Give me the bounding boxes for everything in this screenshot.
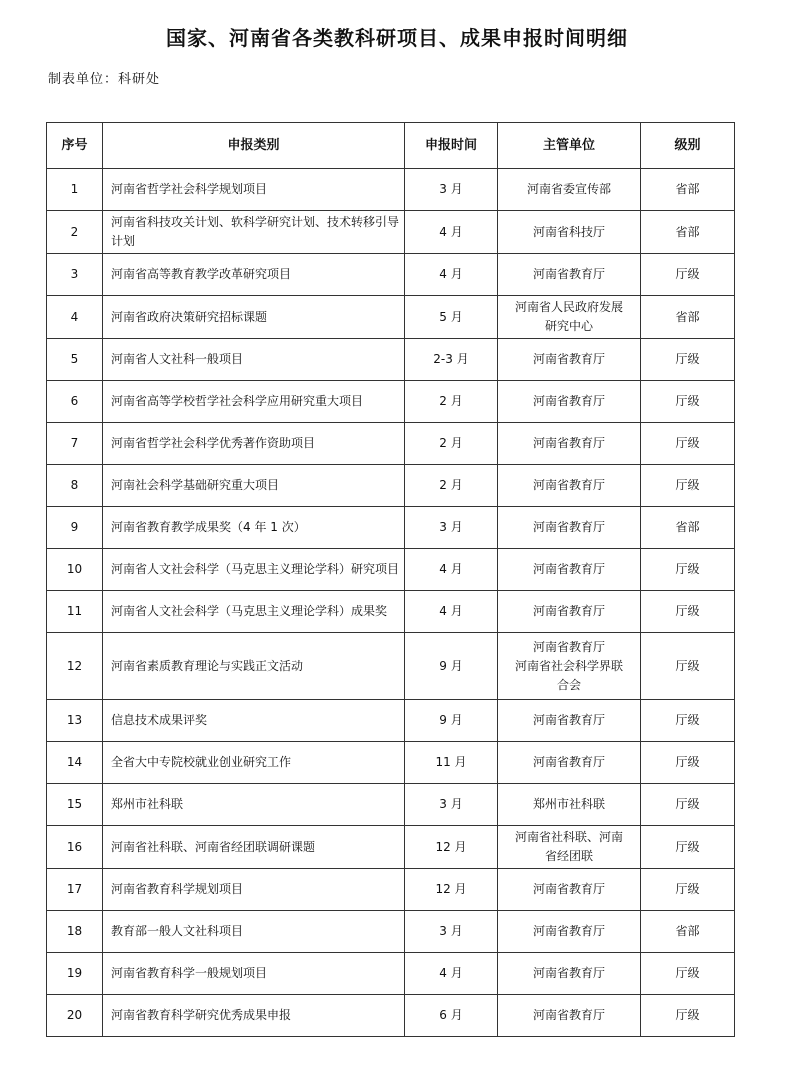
- row-department: [498, 423, 641, 465]
- row-number: 17: [47, 869, 103, 911]
- row-time: 4 月: [405, 591, 498, 633]
- row-time: 5 月: [405, 296, 498, 339]
- header-row: [47, 123, 735, 169]
- row-time: 11 月: [405, 742, 498, 784]
- table-row: [47, 700, 735, 742]
- row-number: 12: [47, 633, 103, 700]
- table-row: [47, 549, 735, 591]
- department-line: 河南省社科联、河南: [514, 830, 623, 844]
- row-department: [498, 700, 641, 742]
- department-line: 河南省教育厅: [532, 924, 605, 938]
- row-level: 厅级: [641, 423, 735, 465]
- row-department: [498, 507, 641, 549]
- row-number: 15: [47, 784, 103, 826]
- row-time: 12 月: [405, 826, 498, 869]
- row-category: 河南社会科学基础研究重大项目: [103, 465, 405, 507]
- row-department: [498, 953, 641, 995]
- row-level: 厅级: [641, 826, 735, 869]
- table-row: [47, 826, 735, 869]
- header-level: 级别: [641, 123, 735, 169]
- department-line: 河南省委宣传部: [526, 182, 611, 196]
- table-row: [47, 784, 735, 826]
- report-table: [46, 122, 735, 1037]
- table-body: [47, 169, 735, 1037]
- row-level: 省部: [641, 507, 735, 549]
- row-category: 河南省素质教育理论与实践正文活动: [103, 633, 405, 700]
- row-number: 3: [47, 254, 103, 296]
- row-department: [498, 381, 641, 423]
- row-department: [498, 784, 641, 826]
- row-number: 8: [47, 465, 103, 507]
- row-time: 4 月: [405, 211, 498, 254]
- department-line: 河南省教育厅: [532, 604, 605, 618]
- row-department: [498, 169, 641, 211]
- department-line: 河南省教育厅: [532, 520, 605, 534]
- department-line: 河南省教育厅: [532, 352, 605, 366]
- department-line: 省经团联: [544, 849, 593, 863]
- header-category: 申报类别: [103, 123, 405, 169]
- row-department: [498, 591, 641, 633]
- department-line: 郑州市社科联: [532, 797, 605, 811]
- department-line: 河南省教育厅: [532, 639, 605, 654]
- row-number: 19: [47, 953, 103, 995]
- document-title: 国家、河南省各类教科研项目、成果申报时间明细: [166, 26, 628, 50]
- table-row: [47, 591, 735, 633]
- department-line: 河南省教育厅: [532, 882, 605, 896]
- row-time: 3 月: [405, 784, 498, 826]
- maker-label: 制表单位：科研处: [48, 72, 161, 87]
- row-department: [498, 869, 641, 911]
- department-line: 河南省教育厅: [532, 394, 605, 408]
- row-time: 3 月: [405, 507, 498, 549]
- table-row: [47, 742, 735, 784]
- row-number: 7: [47, 423, 103, 465]
- row-level: 省部: [641, 169, 735, 211]
- row-department: [498, 339, 641, 381]
- row-number: 18: [47, 911, 103, 953]
- row-level: 厅级: [641, 254, 735, 296]
- row-category: 河南省教育科学研究优秀成果申报: [103, 995, 405, 1037]
- department-line: 河南省教育厅: [532, 755, 605, 769]
- table-row: [47, 633, 735, 700]
- row-department: [498, 254, 641, 296]
- row-number: 1: [47, 169, 103, 211]
- row-level: 厅级: [641, 591, 735, 633]
- table-row: [47, 211, 735, 254]
- row-time: 4 月: [405, 254, 498, 296]
- row-department: [498, 826, 641, 869]
- row-time: 2 月: [405, 465, 498, 507]
- row-time: 6 月: [405, 995, 498, 1037]
- row-level: 厅级: [641, 995, 735, 1037]
- row-category: 河南省高等学校哲学社会科学应用研究重大项目: [103, 381, 405, 423]
- row-time: 2-3 月: [405, 339, 498, 381]
- department-line: 河南省人民政府发展: [514, 300, 623, 314]
- row-time: 4 月: [405, 549, 498, 591]
- row-number: 6: [47, 381, 103, 423]
- row-category: 河南省人文社会科学（马克思主义理论学科）成果奖: [103, 591, 405, 633]
- row-category: 河南省教育科学规划项目: [103, 869, 405, 911]
- row-number: 5: [47, 339, 103, 381]
- department-line: 研究中心: [544, 319, 593, 333]
- row-department: [498, 742, 641, 784]
- table-row: [47, 254, 735, 296]
- row-category: 河南省人文社科一般项目: [103, 339, 405, 381]
- department-line: 河南省教育厅: [532, 478, 605, 492]
- department-line: 河南省教育厅: [532, 436, 605, 450]
- row-level: 省部: [641, 296, 735, 339]
- row-number: 11: [47, 591, 103, 633]
- row-category: 教育部一般人文社科项目: [103, 911, 405, 953]
- department-line: 合会: [556, 677, 581, 692]
- table-row: [47, 869, 735, 911]
- table-row: [47, 953, 735, 995]
- row-time: 9 月: [405, 633, 498, 700]
- row-department: [498, 465, 641, 507]
- table-row: [47, 381, 735, 423]
- row-level: 厅级: [641, 339, 735, 381]
- row-number: 14: [47, 742, 103, 784]
- row-level: 厅级: [641, 784, 735, 826]
- row-number: 2: [47, 211, 103, 254]
- row-level: 厅级: [641, 700, 735, 742]
- table-row: [47, 339, 735, 381]
- department-line: 河南省教育厅: [532, 1008, 605, 1022]
- row-level: 省部: [641, 911, 735, 953]
- row-category: 郑州市社科联: [103, 784, 405, 826]
- table-row: [47, 465, 735, 507]
- row-time: 12 月: [405, 869, 498, 911]
- row-number: 20: [47, 995, 103, 1037]
- row-category: 河南省社科联、河南省经团联调研课题: [103, 826, 405, 869]
- department-line: 河南省科技厅: [532, 224, 605, 239]
- row-level: 厅级: [641, 549, 735, 591]
- row-number: 16: [47, 826, 103, 869]
- row-category: 信息技术成果评奖: [103, 700, 405, 742]
- table-row: [47, 169, 735, 211]
- row-department: [498, 911, 641, 953]
- header-no: 序号: [47, 123, 103, 169]
- header-time: 申报时间: [405, 123, 498, 169]
- row-level: 厅级: [641, 742, 735, 784]
- department-line: 河南省教育厅: [532, 267, 605, 281]
- row-level: 厅级: [641, 381, 735, 423]
- row-time: 2 月: [405, 381, 498, 423]
- department-line: 河南省教育厅: [532, 713, 605, 727]
- table-row: [47, 995, 735, 1037]
- row-department: [498, 633, 641, 700]
- row-department: [498, 211, 641, 254]
- row-level: 厅级: [641, 465, 735, 507]
- department-line: 河南省社会科学界联: [514, 658, 623, 673]
- row-department: [498, 549, 641, 591]
- row-level: 厅级: [641, 633, 735, 700]
- row-level: 厅级: [641, 953, 735, 995]
- row-time: 3 月: [405, 169, 498, 211]
- row-category: 河南省高等教育教学改革研究项目: [103, 254, 405, 296]
- row-time: 4 月: [405, 953, 498, 995]
- department-line: 河南省教育厅: [532, 966, 605, 980]
- row-number: 13: [47, 700, 103, 742]
- row-number: 9: [47, 507, 103, 549]
- row-time: 3 月: [405, 911, 498, 953]
- row-department: [498, 995, 641, 1037]
- row-time: 9 月: [405, 700, 498, 742]
- row-category: 河南省人文社会科学（马克思主义理论学科）研究项目: [103, 549, 405, 591]
- table-row: [47, 911, 735, 953]
- row-category: 全省大中专院校就业创业研究工作: [103, 742, 405, 784]
- row-category: 河南省科技攻关计划、软科学研究计划、技术转移引导计划: [103, 211, 405, 254]
- table-row: [47, 296, 735, 339]
- row-category: 河南省教育科学一般规划项目: [103, 953, 405, 995]
- row-time: 2 月: [405, 423, 498, 465]
- row-number: 10: [47, 549, 103, 591]
- header-department: 主管单位: [498, 123, 641, 169]
- table-row: [47, 423, 735, 465]
- row-department: [498, 296, 641, 339]
- row-number: 4: [47, 296, 103, 339]
- row-level: 厅级: [641, 869, 735, 911]
- row-category: 河南省教育教学成果奖（4 年 1 次）: [103, 507, 405, 549]
- row-category: 河南省哲学社会科学优秀著作资助项目: [103, 423, 405, 465]
- row-level: 省部: [641, 211, 735, 254]
- department-line: 河南省教育厅: [532, 562, 605, 576]
- row-category: 河南省哲学社会科学规划项目: [103, 169, 405, 211]
- table-row: [47, 507, 735, 549]
- row-category: 河南省政府决策研究招标课题: [103, 296, 405, 339]
